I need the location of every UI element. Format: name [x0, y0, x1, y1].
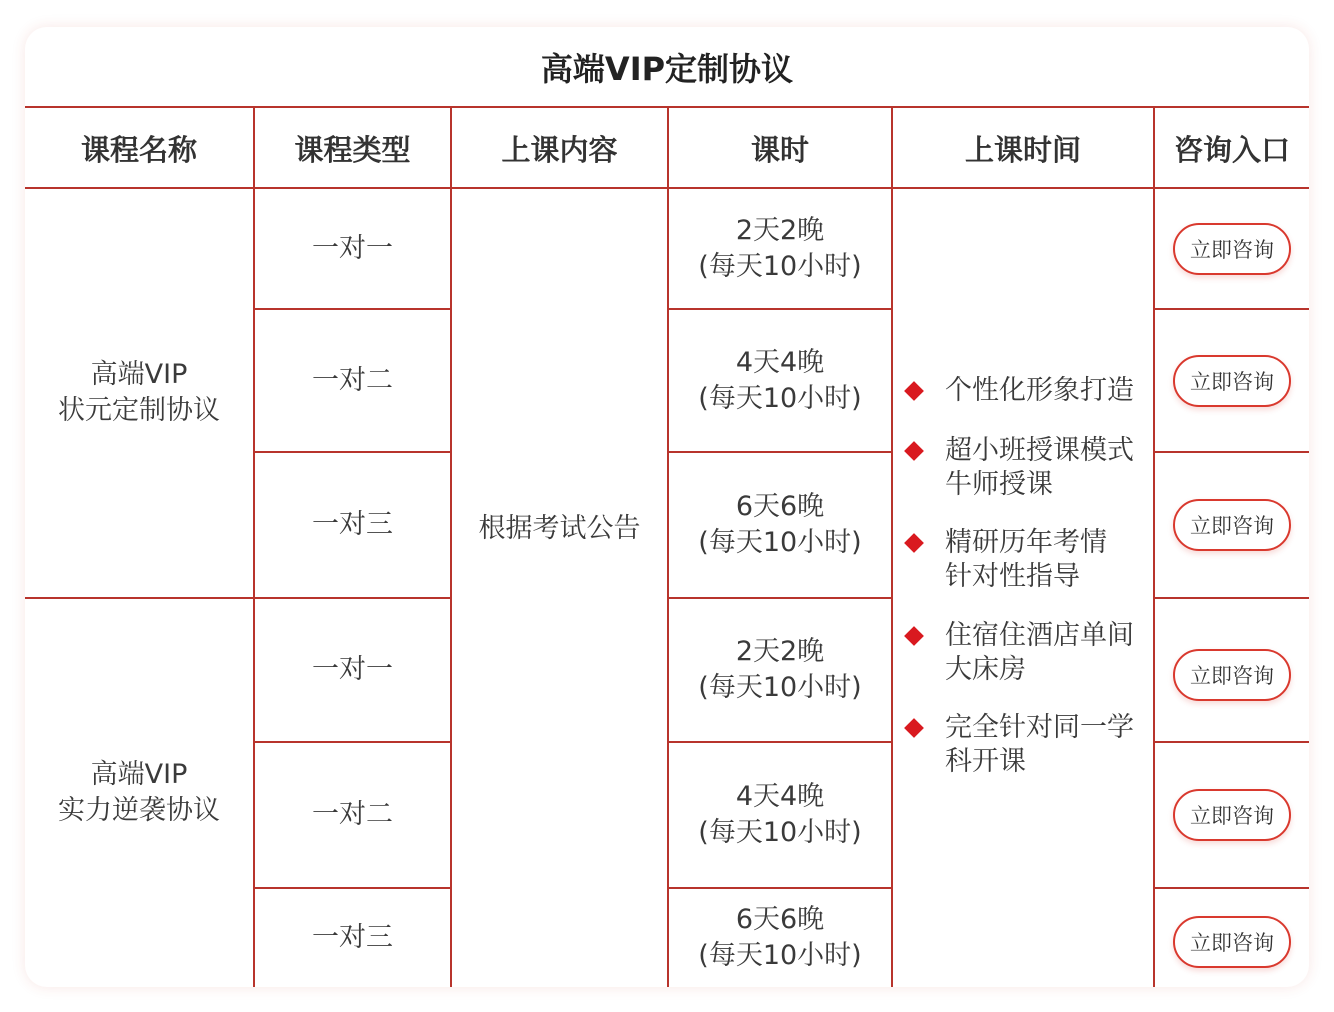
- hours-cell: [669, 310, 891, 451]
- schedule-line: 大床房: [945, 654, 1026, 685]
- hours-daily: (每天10小时): [698, 817, 862, 848]
- course-type-cell: 一对二: [312, 364, 393, 396]
- schedule-line: 超小班授课模式: [945, 435, 1134, 466]
- hours-days: 4天4晚: [735, 781, 825, 812]
- header-course-name: 课程名称: [80, 132, 197, 167]
- schedule-line: 科开课: [945, 746, 1026, 777]
- hours-days: 6天6晚: [735, 904, 825, 935]
- consult-button[interactable]: 立即咨询: [1173, 355, 1291, 407]
- diamond-icon: [904, 626, 924, 646]
- diamond-icon: [904, 718, 924, 738]
- schedule-item: [907, 711, 1134, 779]
- schedule-item: [907, 526, 1107, 594]
- course-type-cell: 一对三: [312, 509, 393, 540]
- course-type-cell: 一对一: [312, 232, 393, 264]
- consult-cell: [1155, 310, 1309, 451]
- header-schedule: 上课时间: [964, 132, 1081, 167]
- course-type-cell: 一对一: [312, 654, 393, 685]
- schedule-line: 针对性指导: [945, 561, 1080, 592]
- hours-days: 4天4晚: [735, 346, 825, 378]
- hours-cell: [669, 599, 891, 741]
- hours-daily: (每天10小时): [698, 672, 862, 703]
- hours-days: 2天2晚: [735, 636, 825, 667]
- consult-button[interactable]: 立即咨询: [1173, 916, 1291, 968]
- course-name-line: 高端VIP: [90, 359, 188, 390]
- course-type-cell: 一对二: [312, 799, 393, 830]
- schedule-line: 牛师授课: [945, 469, 1053, 500]
- schedule-line: 完全针对同一学: [945, 712, 1134, 743]
- diamond-icon: [904, 381, 924, 401]
- consult-button[interactable]: 立即咨询: [1173, 223, 1291, 275]
- grid-line: [891, 107, 893, 987]
- consult-cell: [1155, 889, 1309, 987]
- course-name-line: 实力逆袭协议: [58, 795, 220, 826]
- course-name-1: [25, 189, 253, 597]
- content-cell: 根据考试公告: [478, 513, 641, 544]
- schedule-line: 精研历年考情: [945, 527, 1107, 558]
- header-consult: 咨询入口: [1173, 132, 1290, 167]
- hours-cell: [669, 889, 891, 987]
- course-name-line: 状元定制协议: [58, 395, 220, 426]
- consult-button[interactable]: 立即咨询: [1173, 649, 1291, 701]
- course-type-cell: 一对三: [312, 922, 393, 953]
- diamond-icon: [904, 441, 924, 461]
- course-name-line: 高端VIP: [90, 759, 188, 790]
- consult-cell: [1155, 599, 1309, 751]
- schedule-line: 个性化形象打造: [945, 375, 1134, 406]
- schedule-line: 住宿住酒店单间: [945, 620, 1134, 651]
- header-content: 上课内容: [501, 132, 618, 167]
- hours-daily: (每天10小时): [698, 250, 862, 282]
- hours-daily: (每天10小时): [698, 940, 862, 971]
- schedule-item: [907, 374, 1134, 408]
- schedule-item: [907, 619, 1134, 687]
- hours-daily: (每天10小时): [698, 527, 862, 558]
- header-hours: 课时: [750, 132, 809, 167]
- header-course-type: 课程类型: [294, 132, 411, 167]
- hours-cell: [669, 743, 891, 887]
- hours-days: 6天6晚: [735, 491, 825, 522]
- protocol-card: [25, 27, 1309, 987]
- hours-days: 2天2晚: [735, 214, 825, 246]
- consult-cell: [1155, 189, 1309, 308]
- consult-cell: [1155, 743, 1309, 887]
- consult-cell: [1155, 453, 1309, 597]
- consult-button[interactable]: 立即咨询: [1173, 499, 1291, 551]
- schedule-item: [907, 434, 1134, 502]
- hours-cell: [669, 189, 891, 308]
- page-title: 高端VIP定制协议: [540, 50, 794, 88]
- consult-button[interactable]: 立即咨询: [1173, 789, 1291, 841]
- diamond-icon: [904, 533, 924, 553]
- course-name-2: [25, 599, 253, 987]
- hours-daily: (每天10小时): [698, 382, 862, 414]
- hours-cell: [669, 453, 891, 597]
